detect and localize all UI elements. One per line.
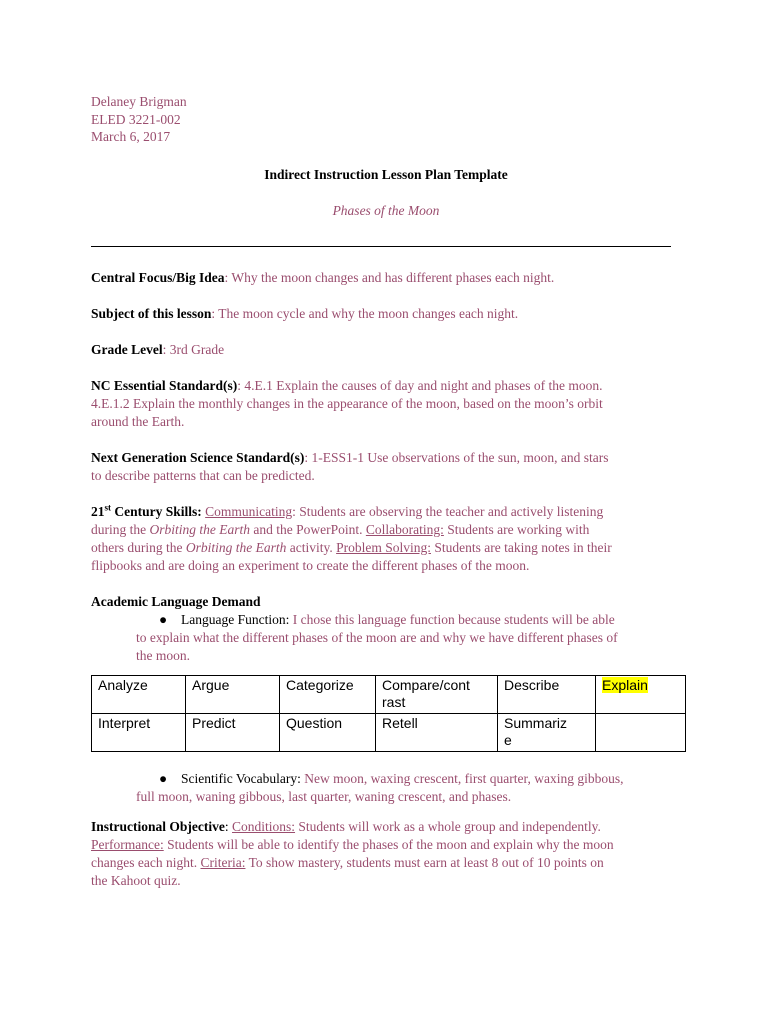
scientific-vocabulary-item [91,770,681,806]
language-function-label: Language Function: [181,611,293,627]
objective-colon: : [224,818,233,834]
subject-label: Subject of this lesson [91,305,212,321]
orbiting-earth-title-2: Orbiting the Earth [185,539,287,555]
document-title: Indirect Instruction Lesson Plan Template [264,166,508,182]
bullet-icon: ● [159,770,168,786]
language-function-line2: to explain what the different phases of the moon are and why we have different phases of [136,629,618,645]
horizontal-rule [91,246,671,247]
table-cell: Predict [186,713,280,751]
nc-standard-line2: 4.E.1.2 Explain the monthly changes in the appearance of the moon, based on the moon’s orbit [91,395,603,411]
table-cell: Summariz e [498,713,596,751]
conditions-text: Students will work as a whole group and independently. [295,818,601,834]
document-date: March 6, 2017 [91,129,171,144]
academic-language-heading: Academic Language Demand [91,593,261,609]
problem-solving-text: Students are taking notes in their [431,539,612,555]
subject-text: : The moon cycle and why the moon changes each night. [211,305,519,321]
criteria-text: To show mastery, students must earn at least 8 out of 10 points on [245,854,604,870]
communicating-term: Communicating [205,503,293,519]
nc-standard-label: NC Essential Standard(s) [91,377,238,393]
table-cell: Compare/cont rast [376,675,498,713]
nc-standard-line1: : 4.E.1 Explain the causes of day and night and phases of the moon. [237,377,603,393]
language-function-table [91,675,686,752]
table-cell-highlighted [596,675,686,713]
central-focus-label: Central Focus/Big Idea [91,269,225,285]
skills-activity-text: activity. [286,539,337,555]
performance-term: Performance: [91,836,164,852]
grade-text: : 3rd Grade [162,341,225,357]
highlighted-verb: Explain [602,676,648,693]
vocab-label: Scientific Vocabulary: [181,770,305,786]
table-cell: Categorize [280,675,376,713]
collaborating-text: Students are working with [443,521,590,537]
skills-label: 21st Century Skills: [91,502,202,519]
conditions-term: Conditions: [232,818,296,834]
table-cell: Question [280,713,376,751]
orbiting-earth-title-1: Orbiting the Earth [149,521,250,537]
ngss-section [91,449,681,485]
objective-last-line: the Kahoot quiz. [91,872,181,888]
skills-last-line: flipbooks and are doing an experiment to create the different phases of the moon. [91,557,530,573]
language-function-item [91,611,681,665]
collaborating-term: Collaborating: [365,521,444,537]
problem-solving-term: Problem Solving: [336,539,431,555]
skills-during-text: during the [91,521,150,537]
skills-ppt-text: and the PowerPoint. [250,521,366,537]
objective-label: Instructional Objective [91,818,225,834]
ngss-label: Next Generation Science Standard(s) [91,449,305,465]
language-function-line1: I chose this language function because students will be able [292,611,615,627]
table-cell: Analyze [92,675,186,713]
subject-section [91,305,681,323]
table-row [92,713,686,751]
century-skills-section [91,503,681,575]
performance-text: Students will be able to identify the phases of the moon and explain why the moon [163,836,614,852]
communicating-text: : Students are observing the teacher and actively listening [292,503,604,519]
objective-section [91,818,681,890]
changes-text: changes each night. [91,854,201,870]
vocab-line2: full moon, waning gibbous, last quarter, waning crescent, and phases. [136,788,512,804]
nc-standard-section [91,377,681,431]
ngss-line1: : 1-ESS1-1 Use observations of the sun, moon, and stars [304,449,609,465]
document-page [91,93,681,890]
grade-section [91,341,681,359]
course-code: ELED 3221-002 [91,111,181,127]
grade-label: Grade Level [91,341,163,357]
criteria-term: Criteria: [200,854,246,870]
table-cell: Describe [498,675,596,713]
table-row [92,675,686,713]
table-cell: Argue [186,675,280,713]
vocab-line1: New moon, waxing crescent, first quarter, waxing gibbous, [304,770,624,786]
nc-standard-line3: around the Earth. [91,413,185,429]
author-name: Delaney Brigman [91,94,187,109]
bullet-icon: ● [159,611,168,627]
lesson-subtitle: Phases of the Moon [332,202,440,218]
ngss-line2: to describe patterns that can be predicted. [91,467,315,483]
table-cell: Retell [376,713,498,751]
academic-language-section [91,593,681,806]
header-block [91,93,681,146]
table-cell [596,713,686,751]
skills-others-text: others during the [91,539,186,555]
central-focus-section [91,269,681,287]
table-cell: Interpret [92,713,186,751]
language-function-line3: the moon. [136,647,190,663]
central-focus-text: : Why the moon changes and has different phases each night. [224,269,555,285]
